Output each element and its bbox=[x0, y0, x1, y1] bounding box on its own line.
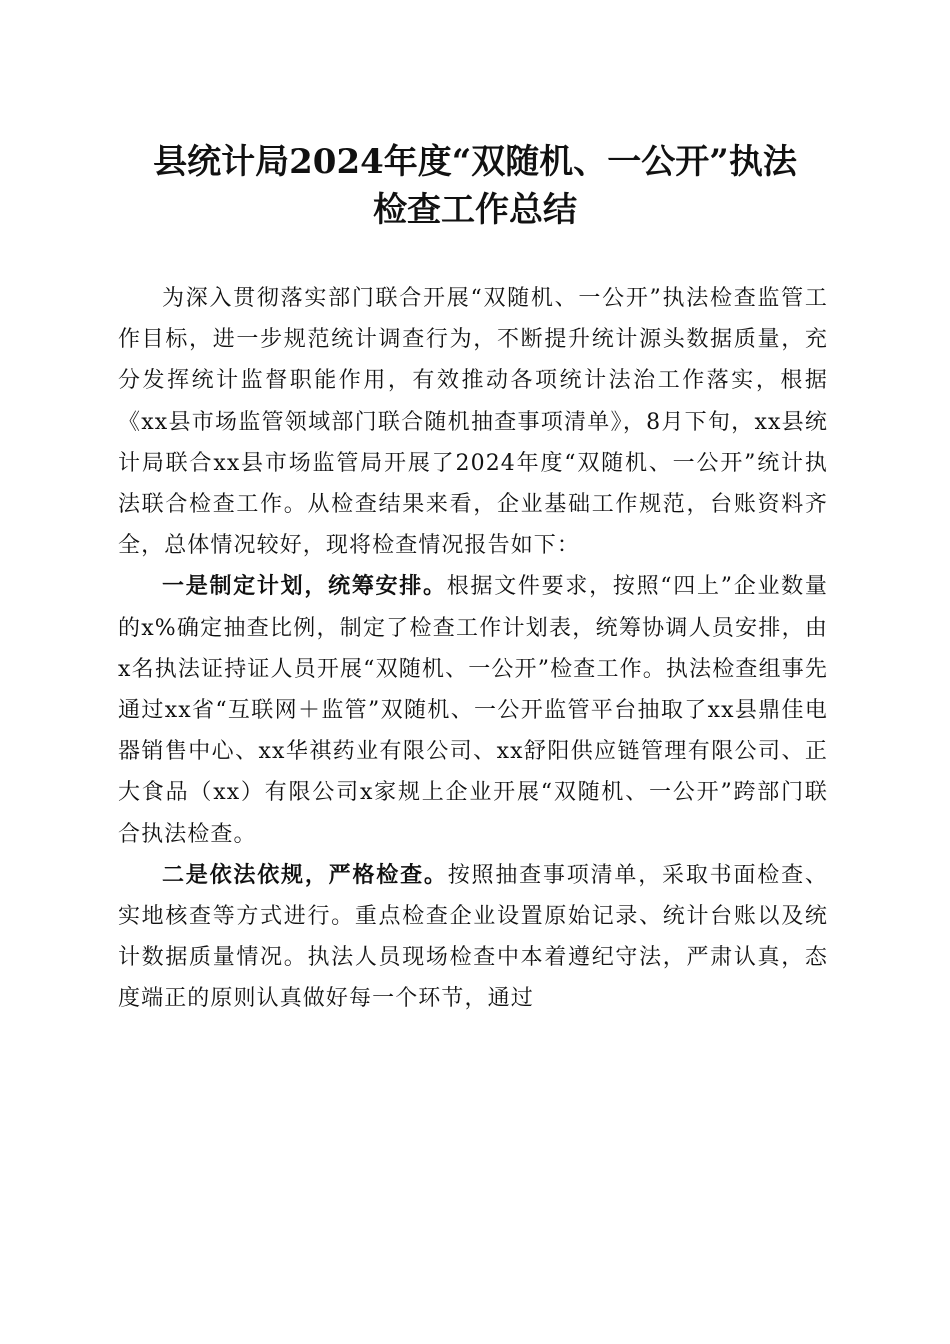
paragraph-text: 根据文件要求，按照“四上”企业数量的x%确定抽查比例，制定了检查工作计划表，统筹协调人员安排，由x名执法证持证人员开展“双随机、一公开”检查工作。执法检查组事先通过xx省“互联网＋监管”双随机、一公开监管平台抽取了xx县鼎佳电器销售中心、xx华祺药业有限公司、xx舒阳供应链管理有限公司、正大食品（xx）有限公司x家规上企业开展“双随机、一公开”跨部门联合执法检查。 bbox=[118, 574, 828, 847]
document-body bbox=[118, 278, 828, 1020]
paragraph-lead: 二是依法依规，严格检查。 bbox=[162, 861, 448, 888]
paragraph-text: 为深入贯彻落实部门联合开展“双随机、一公开”执法检查监管工作目标，进一步规范统计调查行为，不断提升统计源头数据质量，充分发挥统计监督职能作用，有效推动各项统计法治工作落实，根据《xx县市场监管领域部门联合随机抽查事项清单》，8月下旬，xx县统计局联合xx县市场监管局开展了2024年度“双随机、一公开”统计执法联合检查工作。从检查结果来看，企业基础工作规范，台账资料齐全，总体情况较好，现将检查情况报告如下： bbox=[118, 286, 828, 559]
paragraph-intro bbox=[118, 278, 828, 566]
paragraph-lead: 一是制定计划，统筹安排。 bbox=[162, 573, 447, 600]
title-line-1: 县统计局2024年度“双随机、一公开”执法 bbox=[153, 142, 797, 182]
document-title bbox=[100, 138, 850, 234]
title-line-2: 检查工作总结 bbox=[373, 190, 577, 230]
paragraph-text: 按照抽查事项清单，采取书面检查、实地核查等方式进行。重点检查企业设置原始记录、统计台账以及统计数据质量情况。执法人员现场检查中本着遵纪守法，严肃认真，态度端正的原则认真做好每一个环节，通过 bbox=[118, 862, 828, 1012]
paragraph-inspection bbox=[118, 855, 828, 1020]
paragraph-plan bbox=[118, 566, 828, 854]
